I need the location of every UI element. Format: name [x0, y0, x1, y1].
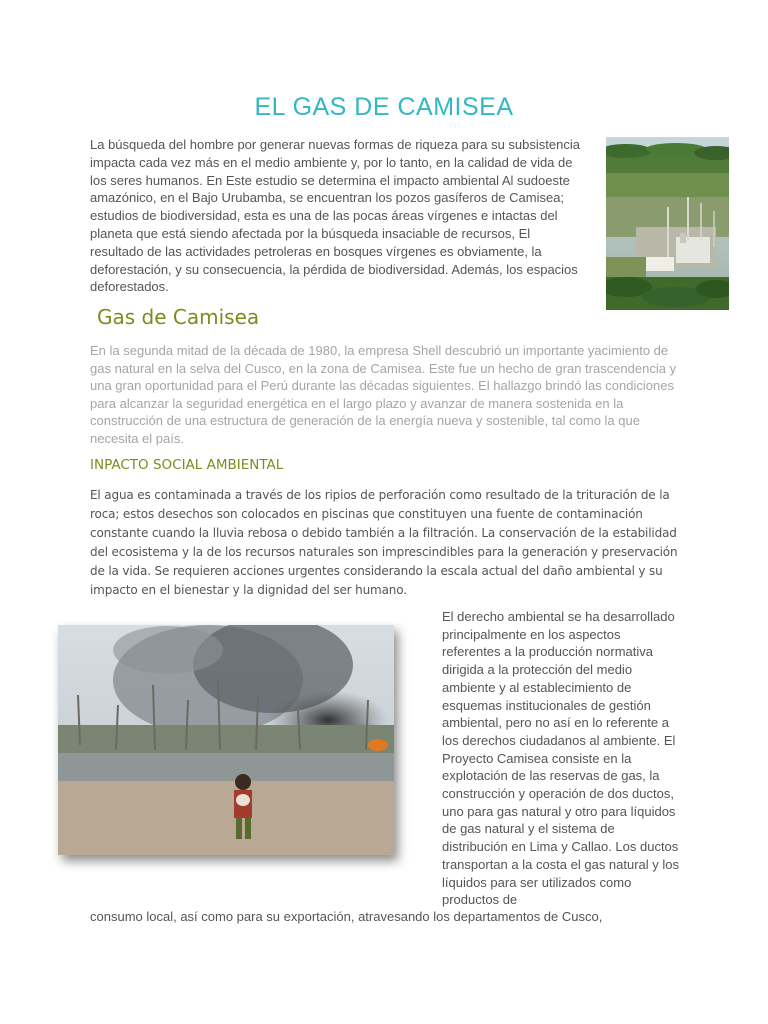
section-heading-gas-de-camisea: Gas de Camisea [97, 305, 260, 329]
intro-paragraph: La búsqueda del hombre por generar nuevas formas de riqueza para su subsistencia impacta cada vez más en el medio ambiente y, por lo tanto, en la calidad de vida de los seres humanos. En Este estudio se determina el impacto ambiental Al sudoeste amazónico, en el Bajo Urubamba, se encuentran los pozos gasíferos de Camisea; estudios de biodiversidad, esta es una de las pocas áreas vírgenes e intactas del planeta que está siendo afectada por la búsqueda insaciable de recursos, El resultado de las actividades petroleras en bosques vírgenes es obviamente, la deforestación, y su consecuencia, la pérdida de biodiversidad. Además, los espacios deforestados. [90, 137, 580, 295]
derecho-ambiental-paragraph-continuation: consumo local, así como para su exportación, atravesando los departamentos de Cusco, [90, 909, 603, 924]
document-title: EL GAS DE CAMISEA [254, 93, 514, 121]
derecho-ambiental-paragraph: El derecho ambiental se ha desarrollado principalmente en los aspectos referentes a la producción normativa dirigida a la protección del medio ambiente y al establecimiento de esquemas institucionales de gestión ambiental, pero no así en lo referente a los derechos ciudadanos al ambiente. El Proyecto Camisea consiste en la explotación de las reservas de gas, la construcción y operación de dos ductos, uno para gas natural y otro para líquidos de gas natural y el sistema de distribución en Lima y Callao. Los ductos transportan a la costa el gas natural y los líquidos para ser utilizados como productos de [442, 609, 680, 908]
section-heading-impacto-social: INPACTO SOCIAL AMBIENTAL [90, 457, 284, 473]
impacto-social-paragraph: El agua es contaminada a través de los ripios de perforación como resultado de la trituración de la roca; estos desechos son colocados en piscinas que constituyen una fuente de contaminación constante cuando la lluvia rebosa o debido también a la filtración. La conservación de la estabilidad del ecosistema y la de los recursos naturales son imprescindibles para la generación y preservación de la vida. Se requieren acciones urgentes considerando la escala actual del daño ambiental y su impacto en el bienestar y la dignidad del ser humano. [90, 488, 678, 597]
gas-plant-photo [606, 137, 729, 310]
gas-de-camisea-paragraph: En la segunda mitad de la década de 1980, la empresa Shell descubrió un importante yacimiento de gas natural en la selva del Cusco, en la zona de Camisea. Este fue un hecho de gran trascendencia y una gran oportunidad para el Perú durante las décadas siguientes. El hallazgo brindó las condiciones para alcanzar la seguridad energética en el largo plazo y avanzar de manera sostenida en la construcción de una estructura de generación de la energía nueva y sostenible, tal como la que necesita el país. [90, 343, 677, 446]
burning-forest-child-photo [58, 625, 394, 855]
